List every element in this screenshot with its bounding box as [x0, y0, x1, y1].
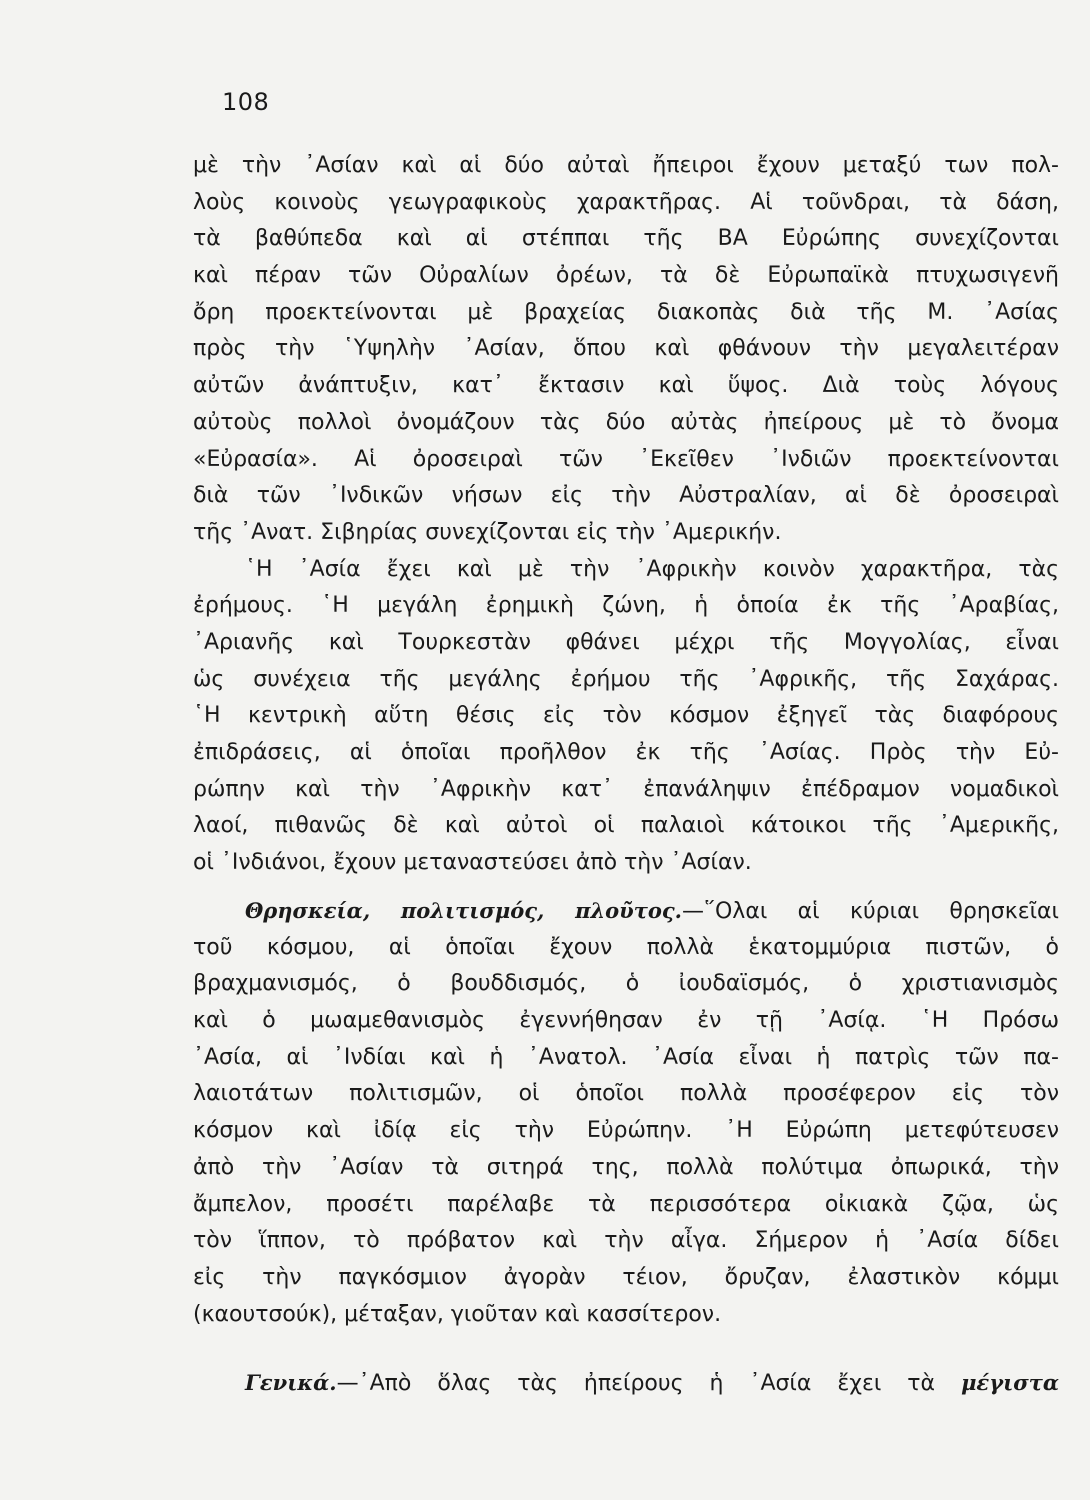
text-line: λαιοτάτων πολιτισμῶν, οἱ ὁποῖοι πολλὰ προσέφερον εἰς τὸν: [193, 1081, 1059, 1107]
paragraph-general: [193, 1365, 1059, 1402]
text-line: [193, 893, 1059, 930]
section-heading: Θρησκεία, πολιτισμός, πλοῦτος.: [245, 898, 682, 923]
text-line: «Εὐρασία». Αἱ ὀροσειραὶ τῶν ᾿Εκεῖθεν ᾿Ινδιῶν προεκτείνονται: [193, 446, 1059, 472]
text-line: διὰ τῶν ᾿Ινδικῶν νήσων εἰς τὴν Αὐστραλίαν, αἱ δὲ ὀροσειραὶ: [193, 483, 1059, 509]
text-line: αὐτοὺς πολλοὶ ὀνομάζουν τὰς δύο αὐτὰς ἠπείρους μὲ τὸ ὄνομα: [193, 409, 1059, 435]
text-line: τὸν ἵππον, τὸ πρόβατον καὶ τὴν αἶγα. Σήμερον ἡ ᾿Ασία δίδει: [193, 1228, 1059, 1254]
text-line: τῆς ᾿Ανατ. Σιβηρίας συνεχίζονται εἰς τὴν ᾿Αμερικήν.: [193, 519, 782, 545]
text-line: ἄμπελον, προσέτι παρέλαβε τὰ περισσότερα οἰκιακὰ ζῷα, ὡς: [193, 1191, 1059, 1217]
text-run: —᾿Απὸ ὅλας τὰς ἠπείρους ἡ ᾿Ασία ἔχει τὰ: [336, 1371, 962, 1396]
text-line: ὄρη προεκτείνονται μὲ βραχείας διακοπὰς διὰ τῆς Μ. ᾿Ασίας: [193, 299, 1059, 325]
text-line: αὐτῶν ἀνάπτυξιν, κατ᾿ ἔκτασιν καὶ ὕψος. Διὰ τοὺς λόγους: [193, 373, 1059, 399]
paragraph-religion: [193, 893, 1059, 1333]
text-line: ῾Η ᾿Ασία ἔχει καὶ μὲ τὴν ᾿Αφρικὴν κοινὸν χαρακτῆρα, τὰς: [245, 556, 1059, 582]
text-line: [193, 1365, 1059, 1402]
text-line: καὶ ὁ μωαμεθανισμὸς ἐγεννήθησαν ἐν τῇ ᾿Ασίᾳ. ῾Η Πρόσω: [193, 1008, 1059, 1034]
text-line: εἰς τὴν παγκόσμιον ἀγορὰν τέιον, ὄρυζαν, ἐλαστικὸν κόμμι: [193, 1264, 1059, 1290]
text-run: —῞Ολαι αἱ κύριαι θρησκεῖαι: [681, 899, 1059, 924]
text-line: ἐπιδράσεις, αἱ ὁποῖαι προῆλθον ἐκ τῆς ᾿Ασίας. Πρὸς τὴν Εὐ-: [193, 740, 1059, 765]
text-line: κόσμον καὶ ἰδίᾳ εἰς τὴν Εὐρώπην. ᾿Η Εὐρώπη μετεφύτευσεν: [193, 1118, 1059, 1144]
page-number: 108: [222, 88, 270, 116]
text-line: ἀπὸ τὴν ᾿Ασίαν τὰ σιτηρά της, πολλὰ πολύτιμα ὀπωρικά, τὴν: [193, 1154, 1059, 1180]
text-line: ὡς συνέχεια τῆς μεγάλης ἐρήμου τῆς ᾿Αφρικῆς, τῆς Σαχάρας.: [193, 666, 1059, 692]
paragraph-continents: [193, 148, 1059, 882]
text-line: βραχμανισμός, ὁ βουδδισμός, ὁ ἰουδαϊσμός, ὁ χριστιανισμὸς: [193, 971, 1059, 997]
text-line: ἐρήμους. ῾Η μεγάλη ἐρημικὴ ζώνη, ἡ ὁποία ἐκ τῆς ᾿Αραβίας,: [193, 593, 1059, 619]
text-line: πρὸς τὴν ῾Υψηλὴν ᾿Ασίαν, ὅπου καὶ φθάνουν τὴν μεγαλειτέραν: [193, 336, 1059, 362]
text-line: καὶ πέραν τῶν Οὐραλίων ὀρέων, τὰ δὲ Εὐρωπαϊκὰ πτυχωσιγενῆ: [193, 263, 1059, 289]
text-line: ᾿Ασία, αἱ ᾿Ινδίαι καὶ ἡ ᾿Ανατολ. ᾿Ασία εἶναι ἡ πατρὶς τῶν πα-: [193, 1044, 1059, 1070]
text-line: τοῦ κόσμου, αἱ ὁποῖαι ἔχουν πολλὰ ἑκατομμύρια πιστῶν, ὁ: [193, 934, 1059, 960]
text-line: μὲ τὴν ᾿Ασίαν καὶ αἱ δύο αὐταὶ ἤπειροι ἔχουν μεταξύ των πολ-: [193, 153, 1059, 178]
section-heading: Γενικά.: [245, 1370, 337, 1395]
text-line: (καουτσούκ), μέταξαν, γιοῦταν καὶ κασσίτερον.: [193, 1301, 722, 1327]
text-line: λαοί, πιθανῶς δὲ καὶ αὐτοὶ οἱ παλαιοὶ κάτοικοι τῆς ᾿Αμερικῆς,: [193, 813, 1059, 839]
text-line: οἱ ᾿Ινδιάνοι, ἔχουν μεταναστεύσει ἀπὸ τὴν ᾿Ασίαν.: [193, 850, 752, 876]
text-line: λοὺς κοινοὺς γεωγραφικοὺς χαρακτῆρας. Αἱ τοῦνδραι, τὰ δάση,: [193, 189, 1059, 215]
text-line: ῾Η κεντρικὴ αὕτη θέσις εἰς τὸν κόσμον ἐξηγεῖ τὰς διαφόρους: [193, 703, 1059, 729]
text-line: τὰ βαθύπεδα καὶ αἱ στέππαι τῆς ΒΑ Εὐρώπης συνεχίζονται: [193, 226, 1059, 252]
text-line: ᾿Αριανῆς καὶ Τουρκεστὰν φθάνει μέχρι τῆς Μογγολίας, εἶναι: [193, 629, 1059, 655]
text-line: ρώπην καὶ τὴν ᾿Αφρικὴν κατ᾿ ἐπανάληψιν ἐπέδραμον νομαδικοὶ: [193, 776, 1059, 802]
emphasized-word: μέγιστα: [961, 1370, 1059, 1395]
